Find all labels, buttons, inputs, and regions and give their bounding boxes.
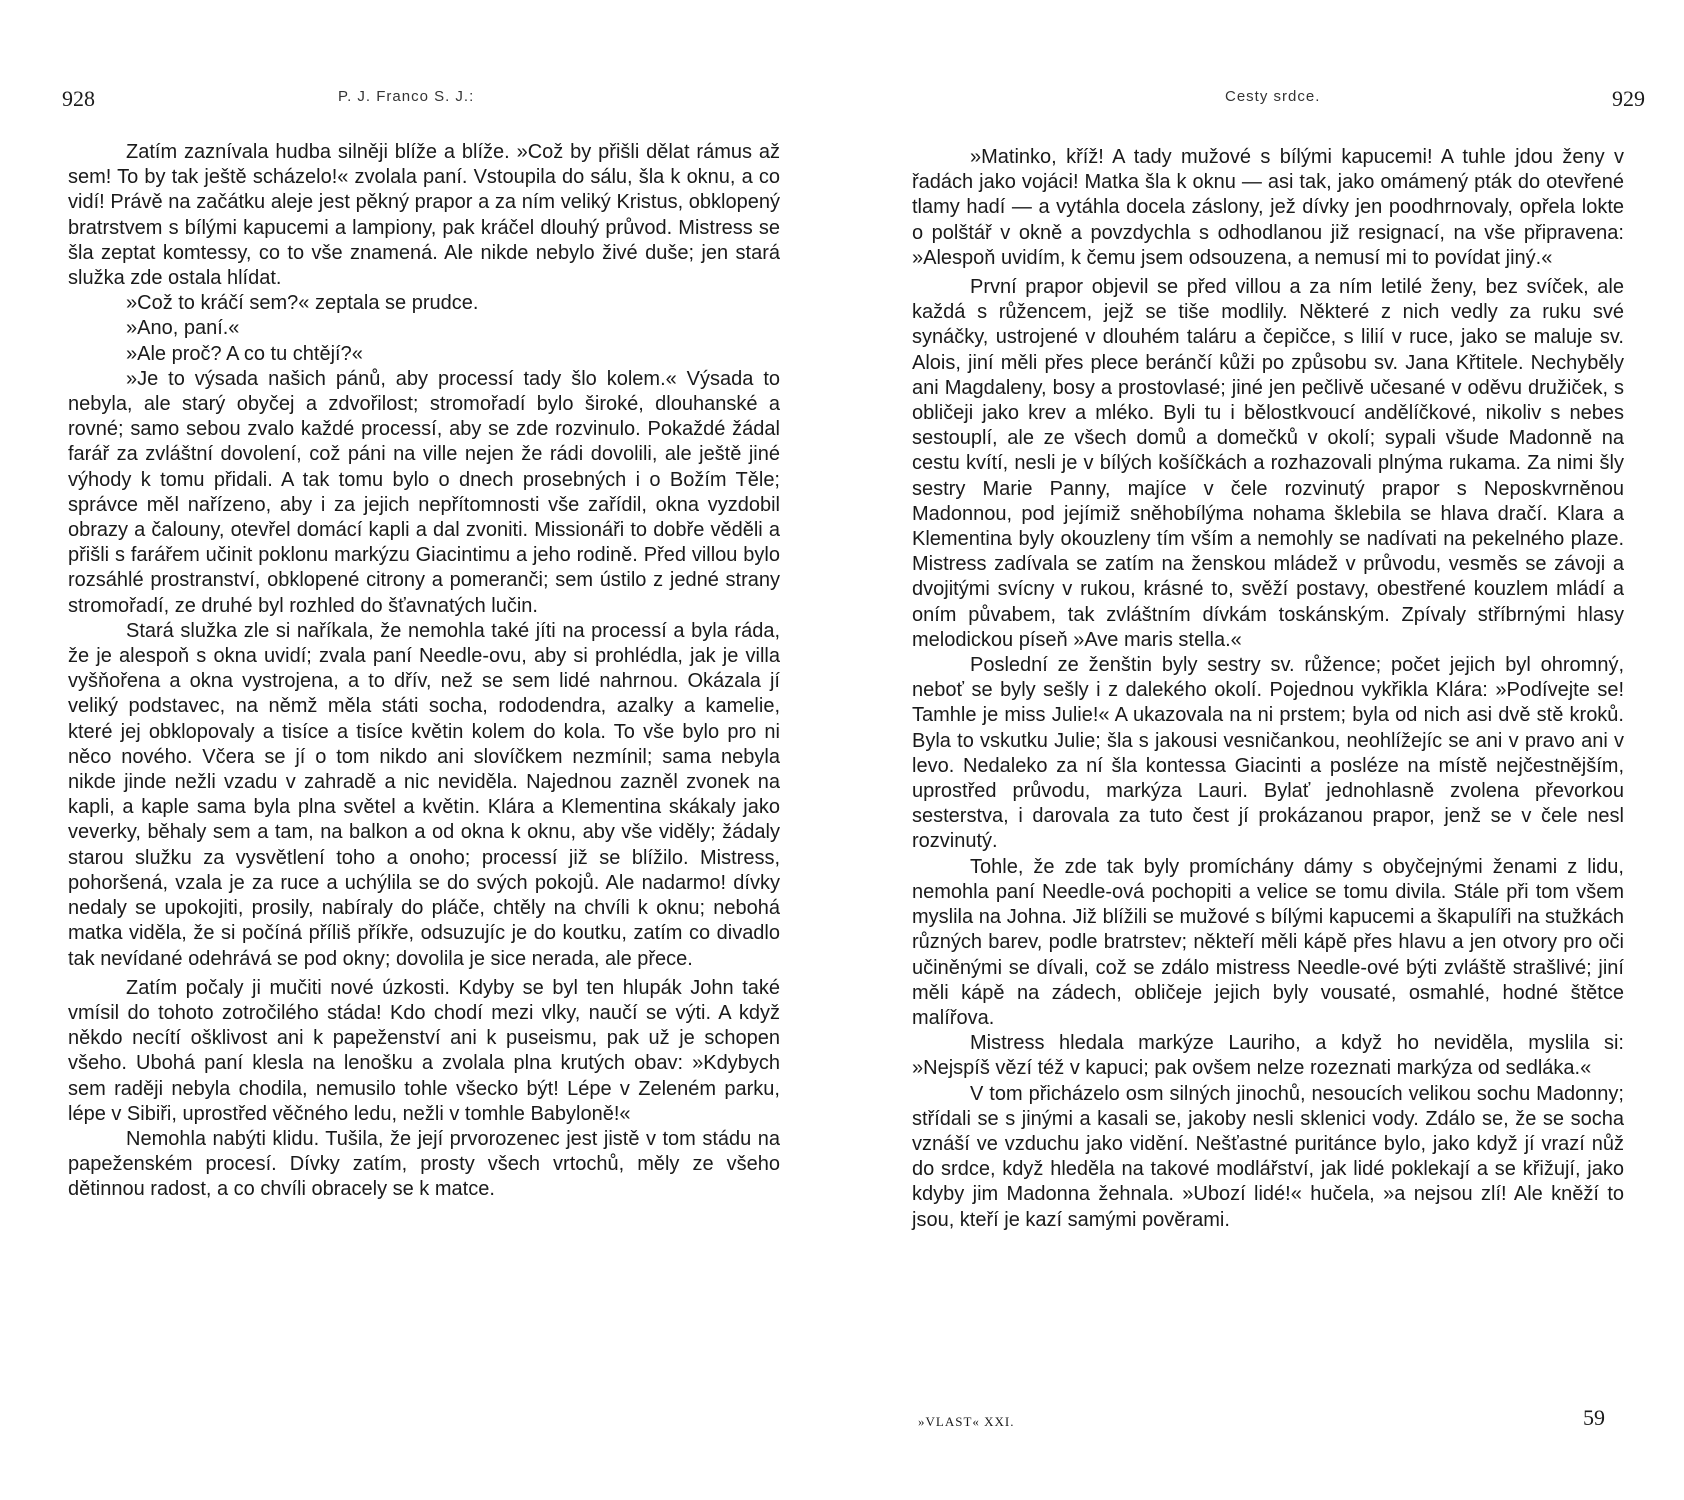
right-page	[842, 0, 1684, 1500]
paragraph: Zatím zaznívala hudba silněji blíže a blíže. »Což by přišli dělat rámus až sem! To by tak ještě scházelo!« zvolala paní. Vstoupila do sálu, šla k oknu, a co vidí! Právě na začátku aleje jest pěkný prapor a za ním veliký Kristus, obklopený bratrstvem s bílými kapucemi a lampiony, pak kráčel dlouhý průvod. Mistress se šla zeptat komtessy, co to vše znamená. Ale nikde nebylo živé duše; jen stará služka zde ostala hlídat.	[68, 141, 780, 290]
paragraph: Nemohla nabýti klidu. Tušila, že její prvorozenec jest jistě v tom stádu na papeženském procesí. Dívky zatím, prosty všech vrtochů, měly ze všeho dětinnou radost, a co chvíli obracely se k matce.	[68, 1127, 780, 1201]
left-page-number: 928	[62, 86, 95, 111]
sheet-number: 59	[1583, 1405, 1605, 1430]
paragraph: Poslední ze ženštin byly sestry sv. růžence; počet jejich byl ohromný, neboť se byly sešly i z dalekého okolí. Pojednou vykřikla Klára: »Podívejte se! Tamhle je miss Julie!« A ukazovala na ni prstem; byla od nich asi dvě stě kroků. Byla to vskutku Julie; šla s jakousi vesničankou, neohlížejíc se ani v pravo ani v levo. Nedaleko za ní šla kontessa Giacinti a posléze na místě nejčestnějším, uprostřed průvodu, markýza Lauri. Bylať jednohlasně zvolena převorkou sesterstva, i darovala za tuto čest jí prokázanou prapor, jenž se v čele nesl rozvinutý.	[912, 654, 1624, 853]
signature-mark: »VLAST« XXI.	[918, 1414, 1015, 1429]
paragraph: Mistress hledala markýze Lauriho, a když ho neviděla, myslila si: »Nejspíš vězí též v kapuci; pak ovšem nelze rozeznati markýza od sedláka.«	[912, 1032, 1624, 1080]
right-page-number: 929	[1612, 86, 1645, 111]
paragraph: »Je to výsada našich pánů, aby processí tady šlo kolem.« Výsada to nebyla, ale starý obyčej a zdvořilost; stromořadí bylo široké, dlouhanské a rovné; samo sebou zvalo každé processí, aby se zde rozvinulo. Pokaždé žádal farář za zvláštní dovolení, což páni na ville nejen že rádi dovolili, ale ještě jiné výhody k tomu přidali. A tak tomu bylo o dnech prosebných i o Božím Těle; správce měl nařízeno, aby i za jejich nepřítomnosti vše zařídil, okna vyzdobil obrazy a čalouny, otevřel domácí kapli a dal zvoniti. Missionáři to dobře věděli a přišli s farářem učinit poklonu markýzu Giacintimu a jeho rodině. Před villou bylo rozsáhlé prostranství, obklopené citrony a pomeranči; sem ústilo z jedné strany stromořadí, ze druhé byl rozhled do šťavnatých lučin.	[68, 367, 780, 617]
left-running-head: P. J. Franco S. J.:	[338, 88, 475, 105]
paragraph: V tom přicházelo osm silných jinochů, nesoucích velikou sochu Madonny; střídali se s jinými a kasali se, jakoby nesli sklenici vody. Zdálo se, že se socha vznáší ve vzduchu jako vidění. Nešťastné puritánce bylo, jako když jí vrazí nůž do srdce, když hleděla na takové modlářství, jak lidé poklekají a se křižují, jako kdyby jim Madonna žehnala. »Ubozí lidé!« hučela, »a nejsou zlí! Ale kněží to jsou, kteří je kazí samými pověrami.	[912, 1082, 1624, 1231]
paragraph: Stará služka zle si naříkala, že nemohla také jíti na processí a byla ráda, že je alespoň s okna uvidí; zvala paní Needle-ovu, aby si prohlédla, jak je villa vyšňořena a okna vystrojena, a to dřív, než se sem lidé nahrnou. Okázala jí veliký podstavec, na němž měla státi socha, rododendra, azalky a kamelie, které jej obklopovaly a tisíce a tisíce květin kolem do kola. To vše bylo pro ni něco nového. Včera se jí o tom nikdo ani slovíčkem nezmínil; sama nebyla nikde jinde nežli vzadu v zahradě a nic neviděla. Najednou zazněl zvonek na kapli, a kaple sama byla plna světel a květin. Klára a Klementina skákaly jako veverky, běhaly sem a tam, na balkon a od okna k oknu, aby vše viděly; žádaly starou služku za vysvětlení toho a onoho; processí již se blížilo. Mistress, pohoršená, vzala je za ruce a uchýlila se do svých pokojů. Ale nadarmo! dívky nedaly se upokojiti, prosily, nabíraly do pláče, chtěly na chvíli k oknu; nebohá matka viděla, že si počíná příliš příkře, odsuzujíc je do koutku, zatím co divadlo tak nevídané odehrává se pod okny; dovolila je sice nerada, ale přece.	[68, 619, 780, 970]
paragraph: První prapor objevil se před villou a za ním letilé ženy, bez svíček, ale každá s růžencem, jejž se tiše modlily. Některé z nich vedly za ruku své synáčky, ustrojené v dlouhém taláru a čepičce, s lilií v ruce, jako se maluje sv. Alois, jiní měli přes plece beránčí kůži po způsobu sv. Jana Křtitele. Nechyběly ani Magdaleny, bosy a prostovlasé; jiné jen pečlivě učesané v oděvu družiček, s obličeji jako krev a mléko. Byli tu i bělostkvoucí andělíčkové, nikoliv s nebes sestouplí, ale ze všech domů a domečků v okolí; sypali všude Madonně na cestu kvítí, nesli je v bílých košíčkách a rozhazovali plnýma rukama. Za nimi šly sestry Marie Panny, majíce v čele rozvinutý prapor s Neposkvrněnou Madonnou, pod jejímiž sněhobílýma nohama šklebila se hlava dračí. Klara a Klementina byly okouzleny tím vším a nemohly se nadívati na pekelného plaze. Mistress zadívala se zatím na ženskou mládež v průvodu, vesměs se závoji a dvojitými svícny v rukou, krásné to, svěží postavy, obestřené kouzlem mládí a oním půvabem, tak zvláštním dívkám toskánským. Zpívaly stříbrnými hlasy melodickou píseň »Ave maris stella.«	[912, 276, 1624, 651]
paragraph: »Ale proč? A co tu chtějí?«	[126, 342, 363, 365]
paragraph: Zatím počaly ji mučiti nové úzkosti. Kdyby se byl ten hlupák John také vmísil do tohoto zotročilého stáda! Kdo chodí mezi vlky, naučí se výti. A když někdo necítí ošklivost ani k papeženství ani k puseismu, pak už je schopen všeho. Ubohá paní klesla na lenošku a zvolala plna krutých obav: »Kdybych sem raději nebyla chodila, nemusilo tohle všecko být! Lépe v Zeleném parku, lépe v Sibiři, uprostřed věčného ledu, nežli v tomhle Babyloně!«	[68, 976, 780, 1125]
left-body-text	[68, 140, 780, 1203]
right-body-text	[912, 145, 1624, 1233]
paragraph: »Matinko, kříž! A tady mužové s bílými kapucemi! A tuhle jdou ženy v řadách jako vojáci! Matka šla k oknu — asi tak, jako omámený pták do otevřené tlamy hadí — a vytáhla docela záslony, jež dívky jen poodhrnovaly, opřela lokte o polštář v okně a povzdychla s odhodlanou již resignací, na vše připravena: »Alespoň uvidím, k čemu jsem odsouzena, a nemusí mi to povídat jiný.«	[912, 146, 1624, 269]
paragraph: »Což to kráčí sem?« zeptala se prudce.	[126, 292, 479, 315]
right-running-head: Cesty srdce.	[1225, 88, 1321, 105]
paragraph: Tohle, že zde tak byly promíchány dámy s obyčejnými ženami z lidu, nemohla paní Needle-ová pochopiti a velice se tomu divila. Stále při tom všem myslila na Johna. Již blížili se mužové s bílými kapucemi a škapulíři na stužkách různých barev, podle bratrstev; někteří měli kápě přes hlavu a jen otvory pro oči učiněnými se dívali, což se zdálo mistress Needle-ové býti zvláště strašlivé; jiní měli kápě na zádech, obličeje jejich byly vousaté, osmahlé, hodné štětce malířova.	[912, 855, 1624, 1029]
paragraph: »Ano, paní.«	[126, 317, 240, 340]
